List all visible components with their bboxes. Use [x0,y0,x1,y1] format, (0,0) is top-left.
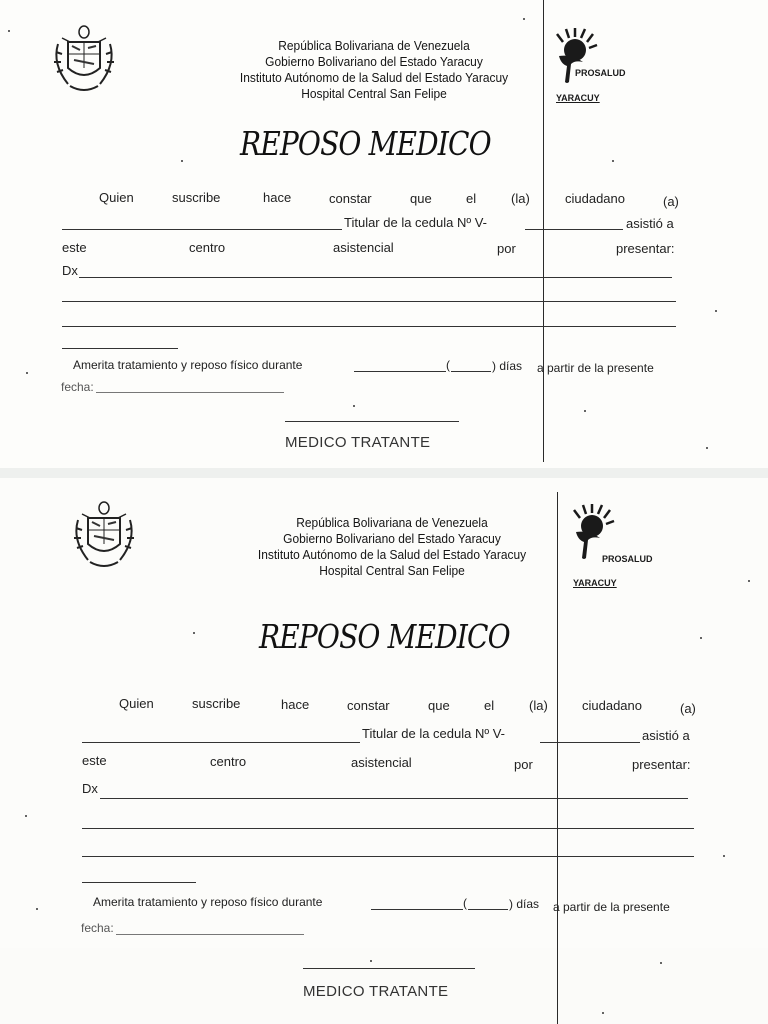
scan-speck [748,580,750,582]
label-cedula: Titular de la cedula Nº V- [362,726,505,741]
scan-speck [715,310,717,312]
date-field[interactable] [96,392,284,393]
diagnosis-field-line-3[interactable] [82,856,694,857]
word-centro: centro [189,240,226,255]
word-suscribe: suscribe [192,696,241,711]
word-este: este [82,753,107,768]
scan-speck [700,637,702,639]
vertical-fold-line [557,492,558,1024]
label-dx: Dx [82,781,98,796]
rest-duration-number-field[interactable] [451,371,491,372]
rest-duration-words-field[interactable] [354,371,446,372]
word-que: que [428,698,450,713]
cedula-number-field[interactable] [540,742,640,743]
logo-prosalud-label: PROSALUD [602,554,653,564]
diagnosis-field-line-2[interactable] [82,828,694,829]
diagnosis-field-line-4[interactable] [82,882,196,883]
scan-speck [370,960,372,962]
citizen-name-field[interactable] [82,742,360,743]
word-constar: constar [347,698,390,713]
label-asistio: asistió a [642,728,690,743]
word-el: el [466,191,477,206]
word-quien: Quien [99,190,134,205]
institution-header [236,38,512,102]
word-este: este [62,240,87,255]
scan-speck [36,908,38,910]
word-el: el [484,698,495,713]
label-amerita: Amerita tratamiento y reposo físico durante [93,895,323,909]
scan-speck [660,962,662,964]
word-hace: hace [263,190,292,205]
scan-speck [181,160,183,162]
header-line-government: Gobierno Bolivariano del Estado Yaracuy [283,531,501,546]
scan-speck [193,632,195,634]
diagnosis-field-line-1[interactable] [100,798,688,799]
word-presentar: presentar: [616,241,675,256]
word-la: (la) [511,191,530,206]
label-dx: Dx [62,263,78,278]
form-title: REPOSO MEDICO [259,617,510,656]
form-title: REPOSO MEDICO [240,124,491,163]
label-dias: ) días [492,359,523,373]
medical-leave-form-top [0,0,768,470]
word-ciudadano: ciudadano [582,698,642,713]
diagnosis-field-line-2[interactable] [62,301,676,302]
scan-speck [8,30,10,32]
word-asistencial: asistencial [351,755,412,770]
diagnosis-field-line-3[interactable] [62,326,676,327]
logo-yaracuy-label: YARACUY [573,578,617,588]
paren-open: ( [446,358,450,372]
signature-line[interactable] [285,421,459,422]
word-ciudadano: ciudadano [565,191,625,206]
scan-speck [602,1012,604,1014]
word-centro: centro [210,754,247,769]
word-a: (a) [680,701,696,716]
label-amerita: Amerita tratamiento y reposo físico durante [73,358,303,372]
header-line-institute: Instituto Autónomo de la Salud del Estado Yaracuy [257,547,527,562]
word-que: que [410,191,432,206]
scan-speck [723,855,725,857]
word-quien: Quien [119,696,154,711]
logo-prosalud-label: PROSALUD [575,68,626,78]
header-line-hospital: Hospital Central San Felipe [319,563,465,578]
word-a: (a) [663,194,679,209]
scan-speck [353,405,355,407]
word-por: por [497,241,516,256]
header-line-republic: República Bolivariana de Venezuela [278,38,470,53]
rest-duration-words-field[interactable] [371,909,463,910]
prosalud-logo [570,504,650,582]
label-fecha: fecha: [61,380,94,394]
logo-yaracuy-label: YARACUY [556,93,600,103]
diagnosis-field-line-1[interactable] [79,277,672,278]
page-separator [0,468,768,478]
scan-speck [25,815,27,817]
institution-header [254,515,530,579]
label-cedula: Titular de la cedula Nº V- [344,215,487,230]
cedula-number-field[interactable] [525,229,623,230]
header-line-government: Gobierno Bolivariano del Estado Yaracuy [265,54,483,69]
scan-speck [584,410,586,412]
coat-of-arms-emblem [48,24,120,96]
word-por: por [514,757,533,772]
label-fecha: fecha: [81,921,114,935]
signature-line[interactable] [303,968,475,969]
word-presentar: presentar: [632,757,691,772]
signature-label: MEDICO TRATANTE [303,983,449,1000]
word-la: (la) [529,698,548,713]
label-asistio: asistió a [626,216,674,231]
rest-duration-number-field[interactable] [468,909,508,910]
label-dias: ) días [509,897,540,911]
word-hace: hace [281,697,310,712]
word-suscribe: suscribe [172,190,221,205]
citizen-name-field[interactable] [62,229,342,230]
paren-open: ( [463,896,467,910]
vertical-fold-line [543,0,544,462]
header-line-institute: Instituto Autónomo de la Salud del Estado Yaracuy [239,70,509,85]
scan-speck [612,160,614,162]
word-asistencial: asistencial [333,240,394,255]
scan-speck [706,447,708,449]
scan-speck [523,18,525,20]
label-a-partir: a partir de la presente [553,900,670,914]
diagnosis-field-line-4[interactable] [62,348,178,349]
date-field[interactable] [116,934,304,935]
header-line-republic: República Bolivariana de Venezuela [296,515,488,530]
coat-of-arms-emblem [68,500,140,572]
header-line-hospital: Hospital Central San Felipe [301,86,447,101]
signature-label: MEDICO TRATANTE [285,434,431,451]
medical-leave-form-bottom [0,478,768,1000]
word-constar: constar [329,191,372,206]
scan-speck [26,372,28,374]
label-a-partir: a partir de la presente [537,361,654,375]
